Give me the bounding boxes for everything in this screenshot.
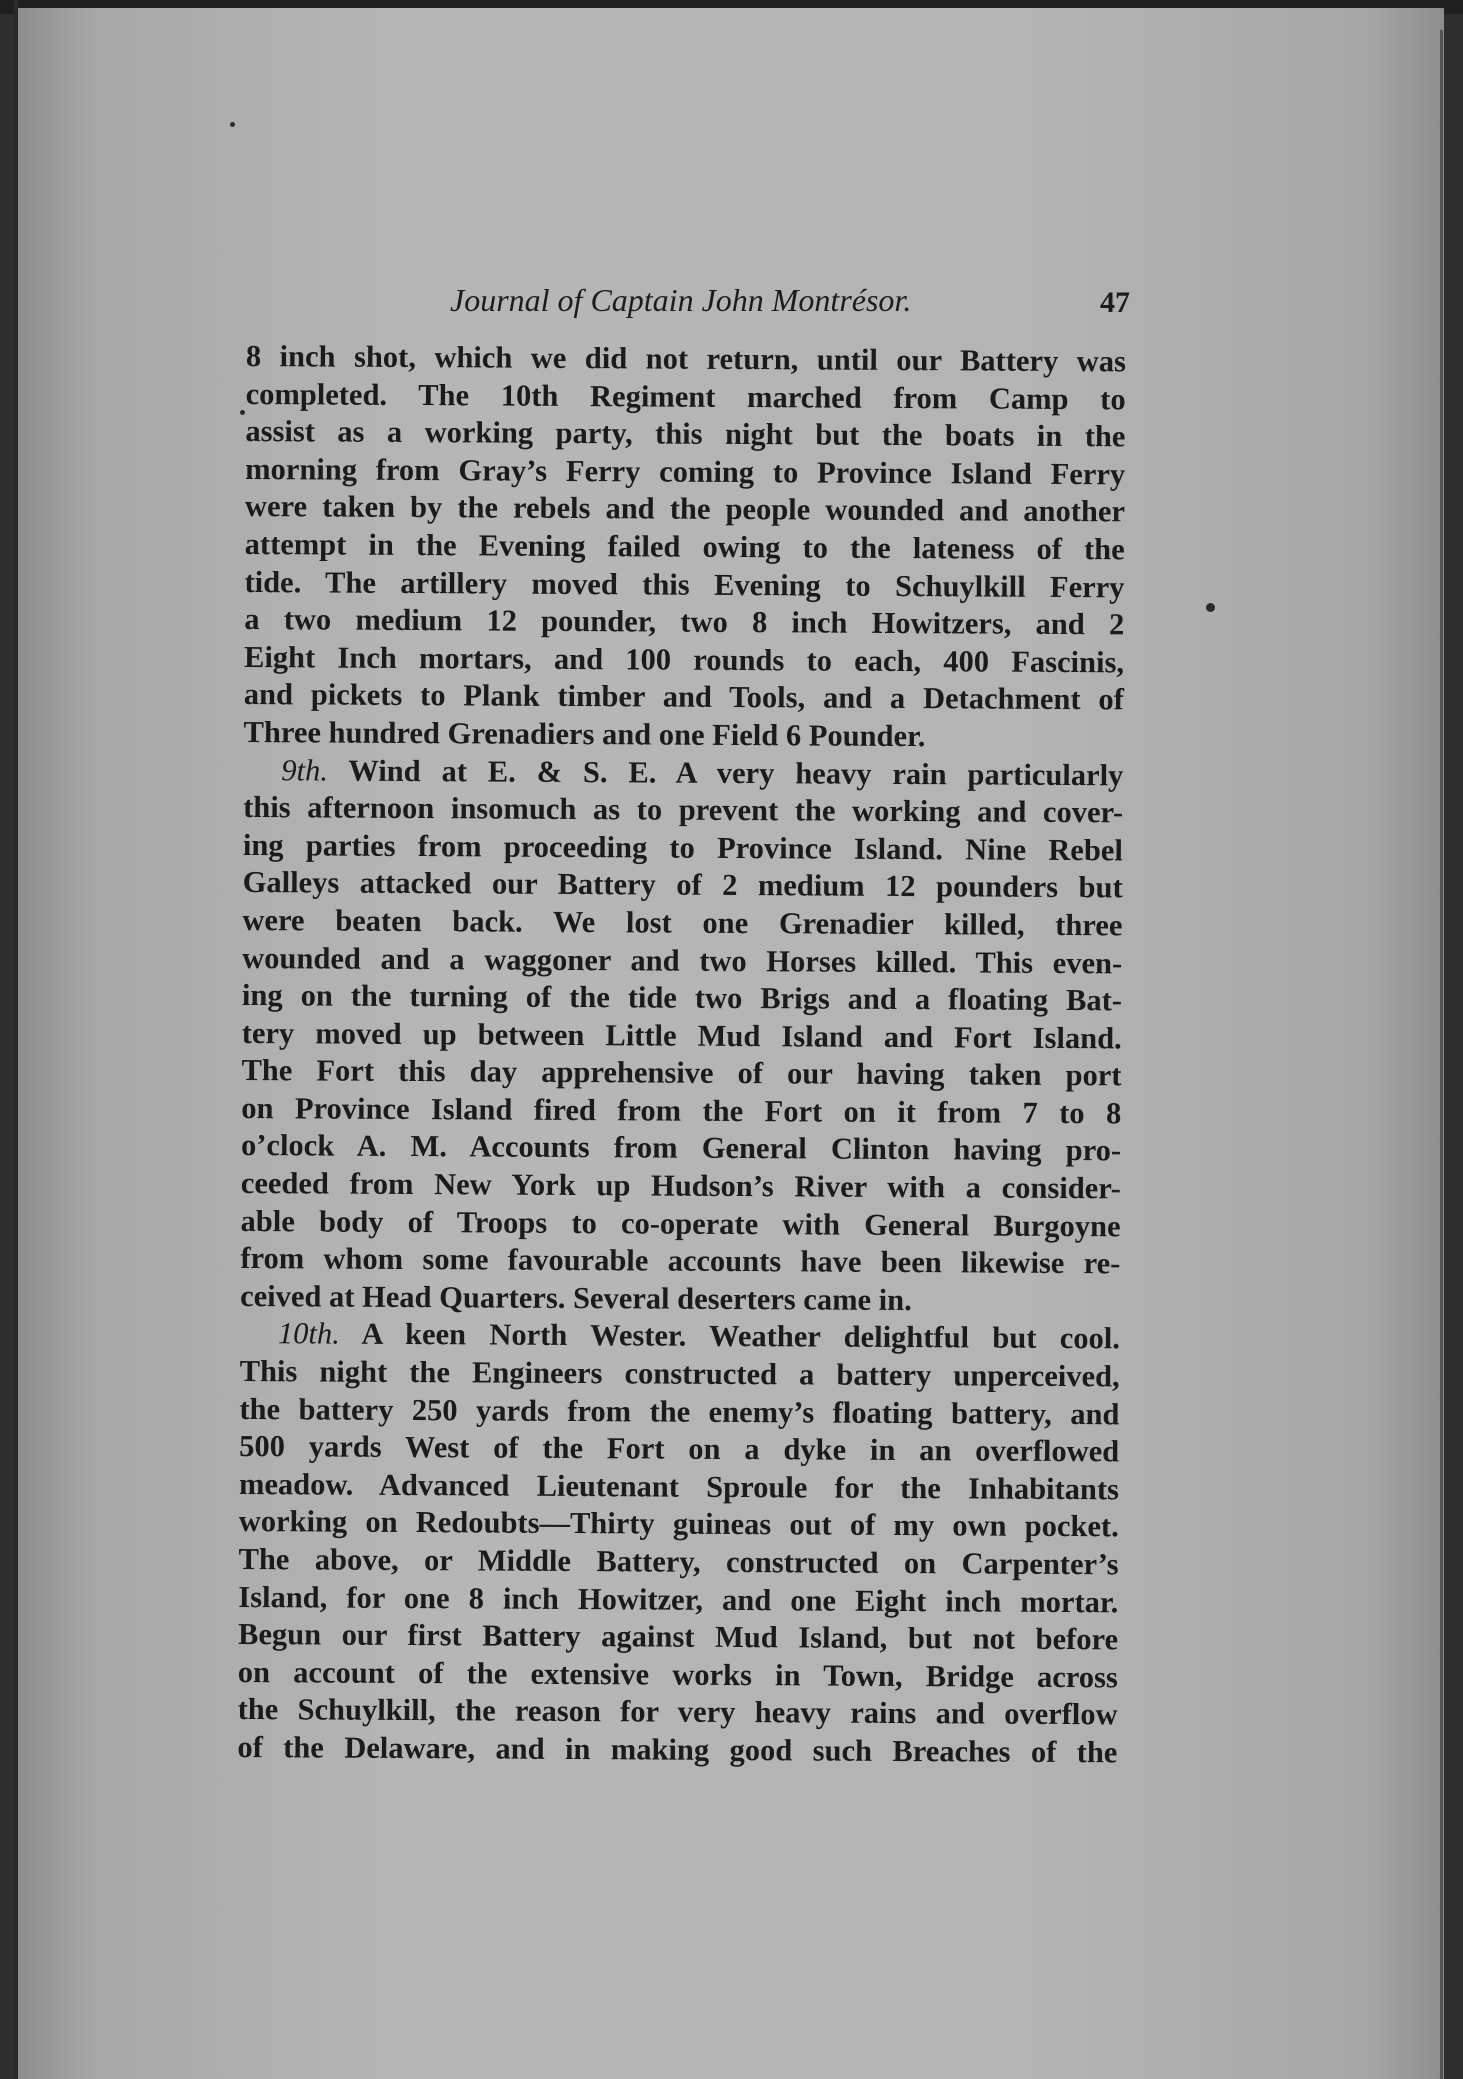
text-line: of the Delaware, and in making good such Breaches of the: [237, 1729, 1118, 1770]
text-line: ceived at Head Quarters. Several deserters came in.: [240, 1278, 912, 1317]
page-number: 47: [1100, 286, 1130, 319]
text-line: Island, for one 8 inch Howitzer, and one Eight inch mortar.: [238, 1579, 1119, 1619]
scan-left-edge: [14, 0, 18, 2079]
scan-speck: [1206, 603, 1215, 612]
scan-speck: [230, 122, 235, 127]
running-title: Journal of Captain John Montrésor.: [450, 282, 912, 318]
text-line: Eight Inch mortars, and 100 rounds to each, 400 Fascinis,: [243, 639, 1125, 680]
text-line: tery moved up between Little Mud Island and Fort Island.: [241, 1015, 1122, 1056]
text-line: 8 inch shot, which we did not return, until our Battery was: [245, 338, 1126, 379]
text-line: on Province Island fired from the Fort on it from 7 to 8: [241, 1090, 1122, 1131]
text-line: o’clock A. M. Accounts from General Clinton having pro-: [240, 1128, 1122, 1168]
text-line-content: Wind at E. & S. E. A very heavy rain particularly: [348, 753, 1124, 792]
paragraph-first-line: [243, 752, 1123, 795]
paragraph-first-line: [240, 1315, 1120, 1358]
running-header: [250, 278, 1130, 328]
text-line: ing parties from proceeding to Province Island. Nine Rebel: [242, 827, 1123, 868]
text-line: Begun our first Battery against Mud Island, but not before: [237, 1617, 1119, 1657]
text-line-content: A keen North Wester. Weather delightful but cool.: [361, 1317, 1121, 1356]
text-line: Three hundred Grenadiers and one Field 6 Pounder.: [243, 714, 926, 754]
text-line: attempt in the Evening failed owing to the lateness of the: [244, 526, 1125, 567]
text-line: this afternoon insomuch as to prevent the working and cover-: [243, 790, 1124, 830]
page-right-edge: [1440, 30, 1443, 2079]
text-line: the Schuylkill, the reason for very heavy rains and overflow: [237, 1692, 1118, 1732]
text-line: from whom some favourable accounts have been likewise re-: [240, 1241, 1121, 1281]
text-line: 500 yards West of the Fort on a dyke in an overflowed: [239, 1429, 1120, 1469]
text-line: ing on the turning of the tide two Brigs and a floating Bat-: [241, 978, 1123, 1018]
text-line: wounded and a waggoner and two Horses killed. This even-: [242, 940, 1123, 980]
body-text: [237, 338, 1126, 1772]
text-line: assist as a working party, this night but the boats in the: [245, 414, 1126, 454]
entry-date: 9th.: [281, 752, 329, 788]
text-line: Galleys attacked our Battery of 2 medium 12 pounders but: [242, 865, 1123, 905]
text-line: were taken by the rebels and the people wounded and another: [244, 489, 1126, 529]
text-line: morning from Gray’s Ferry coming to Province Island Ferry: [245, 451, 1126, 492]
text-line: The above, or Middle Battery, constructed on Carpenter’s: [238, 1541, 1119, 1582]
text-line: meadow. Advanced Lieutenant Sproule for the Inhabitants: [238, 1466, 1120, 1507]
text-line: This night the Engineers constructed a battery unperceived,: [239, 1354, 1120, 1394]
text-line: The Fort this day apprehensive of our having taken port: [241, 1053, 1122, 1093]
scan-speck: [240, 410, 245, 415]
text-line: tide. The artillery moved this Evening to Schuylkill Ferry: [244, 564, 1125, 604]
text-line: completed. The 10th Regiment marched from Camp to: [245, 376, 1126, 416]
text-line: on account of the extensive works in Town, Bridge across: [237, 1654, 1118, 1695]
text-line: able body of Troops to co-operate with General Burgoyne: [240, 1203, 1121, 1244]
text-line: ceeded from New York up Hudson’s River with a consider-: [240, 1166, 1121, 1206]
text-line: working on Redoubts—Thirty guineas out of my own pocket.: [238, 1504, 1119, 1544]
text-line: were beaten back. We lost one Grenadier killed, three: [242, 902, 1123, 943]
text-line: and pickets to Plank timber and Tools, and a Detachment of: [243, 677, 1124, 717]
entry-date: 10th.: [277, 1316, 340, 1352]
text-line: the battery 250 yards from the enemy’s floating battery, and: [239, 1391, 1120, 1431]
text-line: a two medium 12 pounder, two 8 inch Howitzers, and 2: [244, 602, 1125, 642]
